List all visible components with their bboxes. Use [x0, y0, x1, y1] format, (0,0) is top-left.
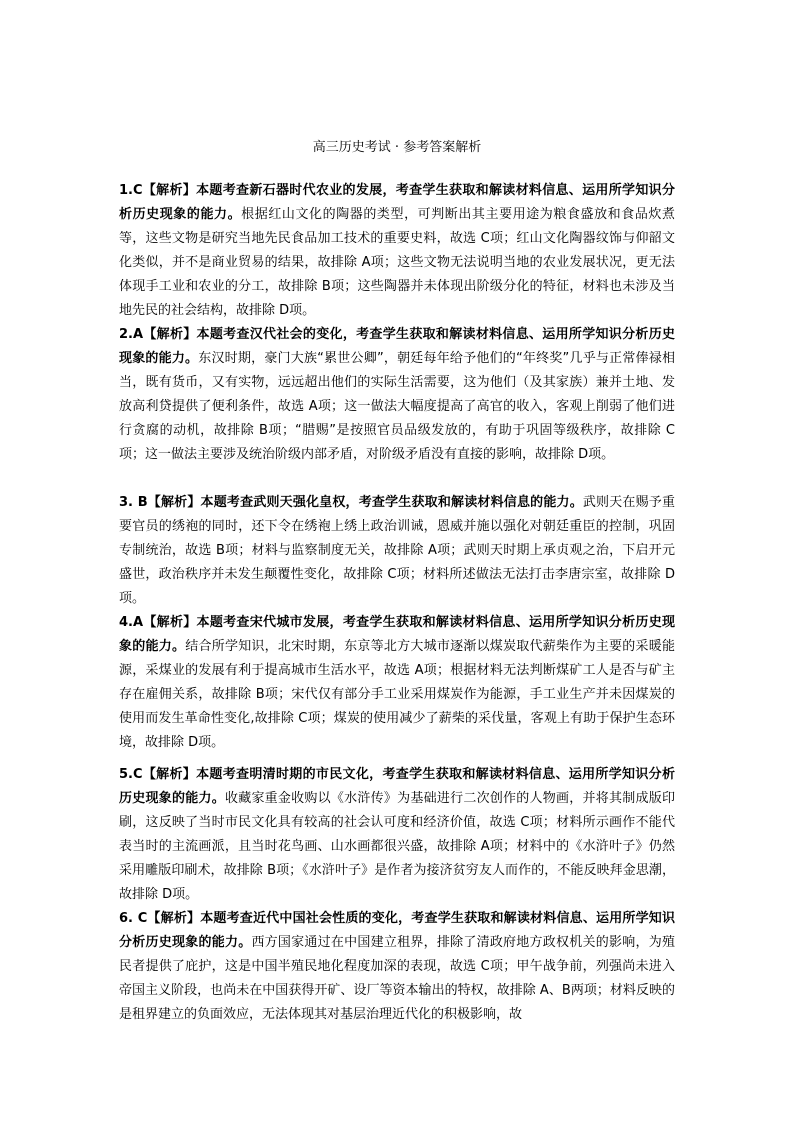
- answer-item-4-body: 结合所学知识，北宋时期，东京等北方大城市逐渐以煤炭取代薪柴作为主要的采暖能源，采煤业的发展有利于提高城市生活水平，故选 A项；根据材料无法判断煤矿工人是否与矿主存在雇佣关系，故排除 B项；宋代仅有部分手工业采用煤炭作为能源，手工业生产并未因煤炭的使用而发生革命性变化,故排除 C项；煤炭的使用减少了薪柴的采伐量，客观上有助于保护生态环境，故排除 D项。: [119, 639, 675, 750]
- answer-item-6: [119, 907, 675, 1027]
- answer-item-3-heading: 3. B【解析】本题考查武则天强化皇权，考查学生获取和解读材料信息的能力。: [119, 495, 583, 510]
- answer-item-4-heading: 4.A【解析】本题考查宋代城市发展，考查学生获取和解读材料信息、运用所学知识分析历史现象的能力。: [119, 615, 675, 654]
- answer-item-5: [119, 763, 675, 907]
- answer-item-1-body: 根据红山文化的陶器的类型，可判断出其主要用途为粮食盛放和食品炊煮等，这些文物是研究当地先民食品加工技术的重要史料，故选 C项；红山文化陶器纹饰与仰韶文化类似，并不是商业贸易的结果，故排除 A项；这些文物无法说明当地的农业发展状况，更无法体现手工业和农业的分工，故排除 B项；这些陶器并未体现出阶级分化的特征，材料也未涉及当地先民的社会结构，故排除 D项。: [119, 207, 675, 318]
- answer-item-3-body: 武则天在赐予重要官员的绣袍的同时，还下令在绣袍上绣上政治训诫，恩威并施以强化对朝廷重臣的控制，巩固专制统治，故选 B项；材料与监察制度无关，故排除 A项；武则天时期上承贞观之治，下启开元盛世，政治秩序并未发生颠覆性变化，故排除 C项；材料所述做法无法打击李唐宗室，故排除 D项。: [119, 495, 675, 606]
- answer-item-2-heading: 2.A【解析】本题考查汉代社会的变化，考查学生获取和解读材料信息、运用所学知识分析历史现象的能力。: [119, 327, 675, 366]
- answer-item-1: [119, 179, 675, 323]
- page-title: 高三历史考试 · 参考答案解析: [312, 140, 482, 155]
- answer-item-3: [119, 491, 675, 611]
- answer-item-5-body: 收藏家重金收购以《水浒传》为基础进行二次创作的人物画，并将其制成版印刷，这反映了当时市民文化具有较高的社会认可度和经济价值，故选 C项；材料所示画作不能代表当时的主流画派，且当时花鸟画、山水画都很兴盛，故排除 A项；材料中的《水浒叶子》仍然采用雕版印刷术，故排除 B项；《水浒叶子》是作者为接济贫穷友人而作的，不能反映拜金思潮，故排除 D项。: [119, 791, 675, 902]
- answer-item-6-body: 西方国家通过在中国建立租界，排除了清政府地方政权机关的影响，为殖民者提供了庇护，这是中国半殖民地化程度加深的表现，故选 C项；甲午战争前，列强尚未进入帝国主义阶段，也尚未在中国获得开矿、设厂等资本输出的特权，故排除 A、B两项；材料反映的是租界建立的负面效应，无法体现其对基层治理近代化的积极影响，故: [119, 935, 675, 1022]
- answer-item-4: [119, 611, 675, 755]
- answer-item-6-heading: 6. C【解析】本题考查近代中国社会性质的变化，考查学生获取和解读材料信息、运用所学知识分析历史现象的能力。: [119, 911, 675, 950]
- answer-item-1-heading: 1.C【解析】本题考查新石器时代农业的发展，考查学生获取和解读材料信息、运用所学知识分析历史现象的能力。: [119, 183, 675, 222]
- answer-item-5-heading: 5.C【解析】本题考查明清时期的市民文化，考查学生获取和解读材料信息、运用所学知识分析历史现象的能力。: [119, 767, 675, 806]
- answer-item-2: [119, 323, 675, 467]
- answer-item-2-body: 东汉时期，豪门大族“累世公卿”，朝廷每年给予他们的“年终奖”几乎与正常俸禄相当，既有货币，又有实物，远远超出他们的实际生活需要，这为他们（及其家族）兼并土地、发放高利贷提供了便利条件，故选 A项；这一做法大幅度提高了高官的收入，客观上削弱了他们进行贪腐的动机，故排除 B项；“腊赐”是按照官员品级发放的，有助于巩固等级秩序，故排除 C项；这一做法主要涉及统治阶级内部矛盾，对阶级矛盾没有直接的影响，故排除 D项。: [119, 351, 675, 462]
